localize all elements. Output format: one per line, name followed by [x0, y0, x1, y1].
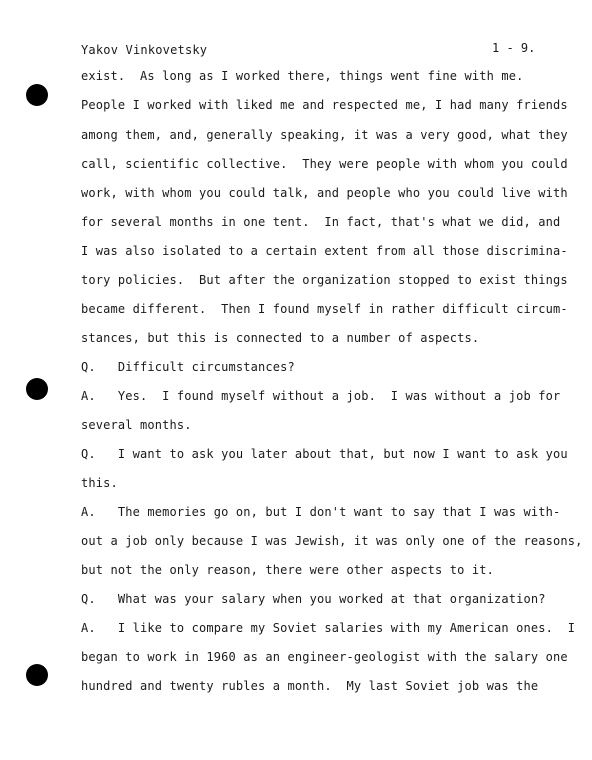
transcript-line: stances, but this is connected to a number of aspects. — [81, 331, 480, 345]
transcript-line: out a job only because I was Jewish, it was only one of the reasons, — [81, 534, 583, 548]
transcript-line: tory policies. But after the organization stopped to exist things — [81, 273, 568, 287]
transcript-line: call, scientific collective. They were people with whom you could — [81, 157, 568, 171]
header-interviewee-name: Yakov Vinkovetsky — [81, 43, 208, 57]
transcript-line: among them, and, generally speaking, it was a very good, what they — [81, 128, 568, 142]
transcript-line: A. The memories go on, but I don't want to say that I was with- — [81, 505, 561, 519]
transcript-line: A. Yes. I found myself without a job. I was without a job for — [81, 389, 561, 403]
transcript-line: Q. I want to ask you later about that, but now I want to ask you — [81, 447, 568, 461]
transcript-line: Q. What was your salary when you worked at that organization? — [81, 592, 546, 606]
transcript-line: A. I like to compare my Soviet salaries with my American ones. I — [81, 621, 576, 635]
transcript-line: exist. As long as I worked there, things went fine with me. — [81, 69, 524, 83]
transcript-line: I was also isolated to a certain extent from all those discrimina- — [81, 244, 568, 258]
punch-hole — [26, 84, 48, 106]
transcript-line: hundred and twenty rubles a month. My last Soviet job was the — [81, 679, 539, 693]
transcript-line: Q. Difficult circumstances? — [81, 360, 295, 374]
transcript-line: People I worked with liked me and respected me, I had many friends — [81, 98, 568, 112]
header-page-number: 1 - 9. — [492, 41, 536, 55]
transcript-line: began to work in 1960 as an engineer-geologist with the salary one — [81, 650, 568, 664]
transcript-line: for several months in one tent. In fact, that's what we did, and — [81, 215, 561, 229]
transcript-line: work, with whom you could talk, and people who you could live with — [81, 186, 568, 200]
transcript-line: several months. — [81, 418, 192, 432]
transcript-line: but not the only reason, there were other aspects to it. — [81, 563, 494, 577]
transcript-line: this. — [81, 476, 118, 490]
punch-hole — [26, 378, 48, 400]
punch-hole — [26, 664, 48, 686]
transcript-line: became different. Then I found myself in rather difficult circum- — [81, 302, 568, 316]
